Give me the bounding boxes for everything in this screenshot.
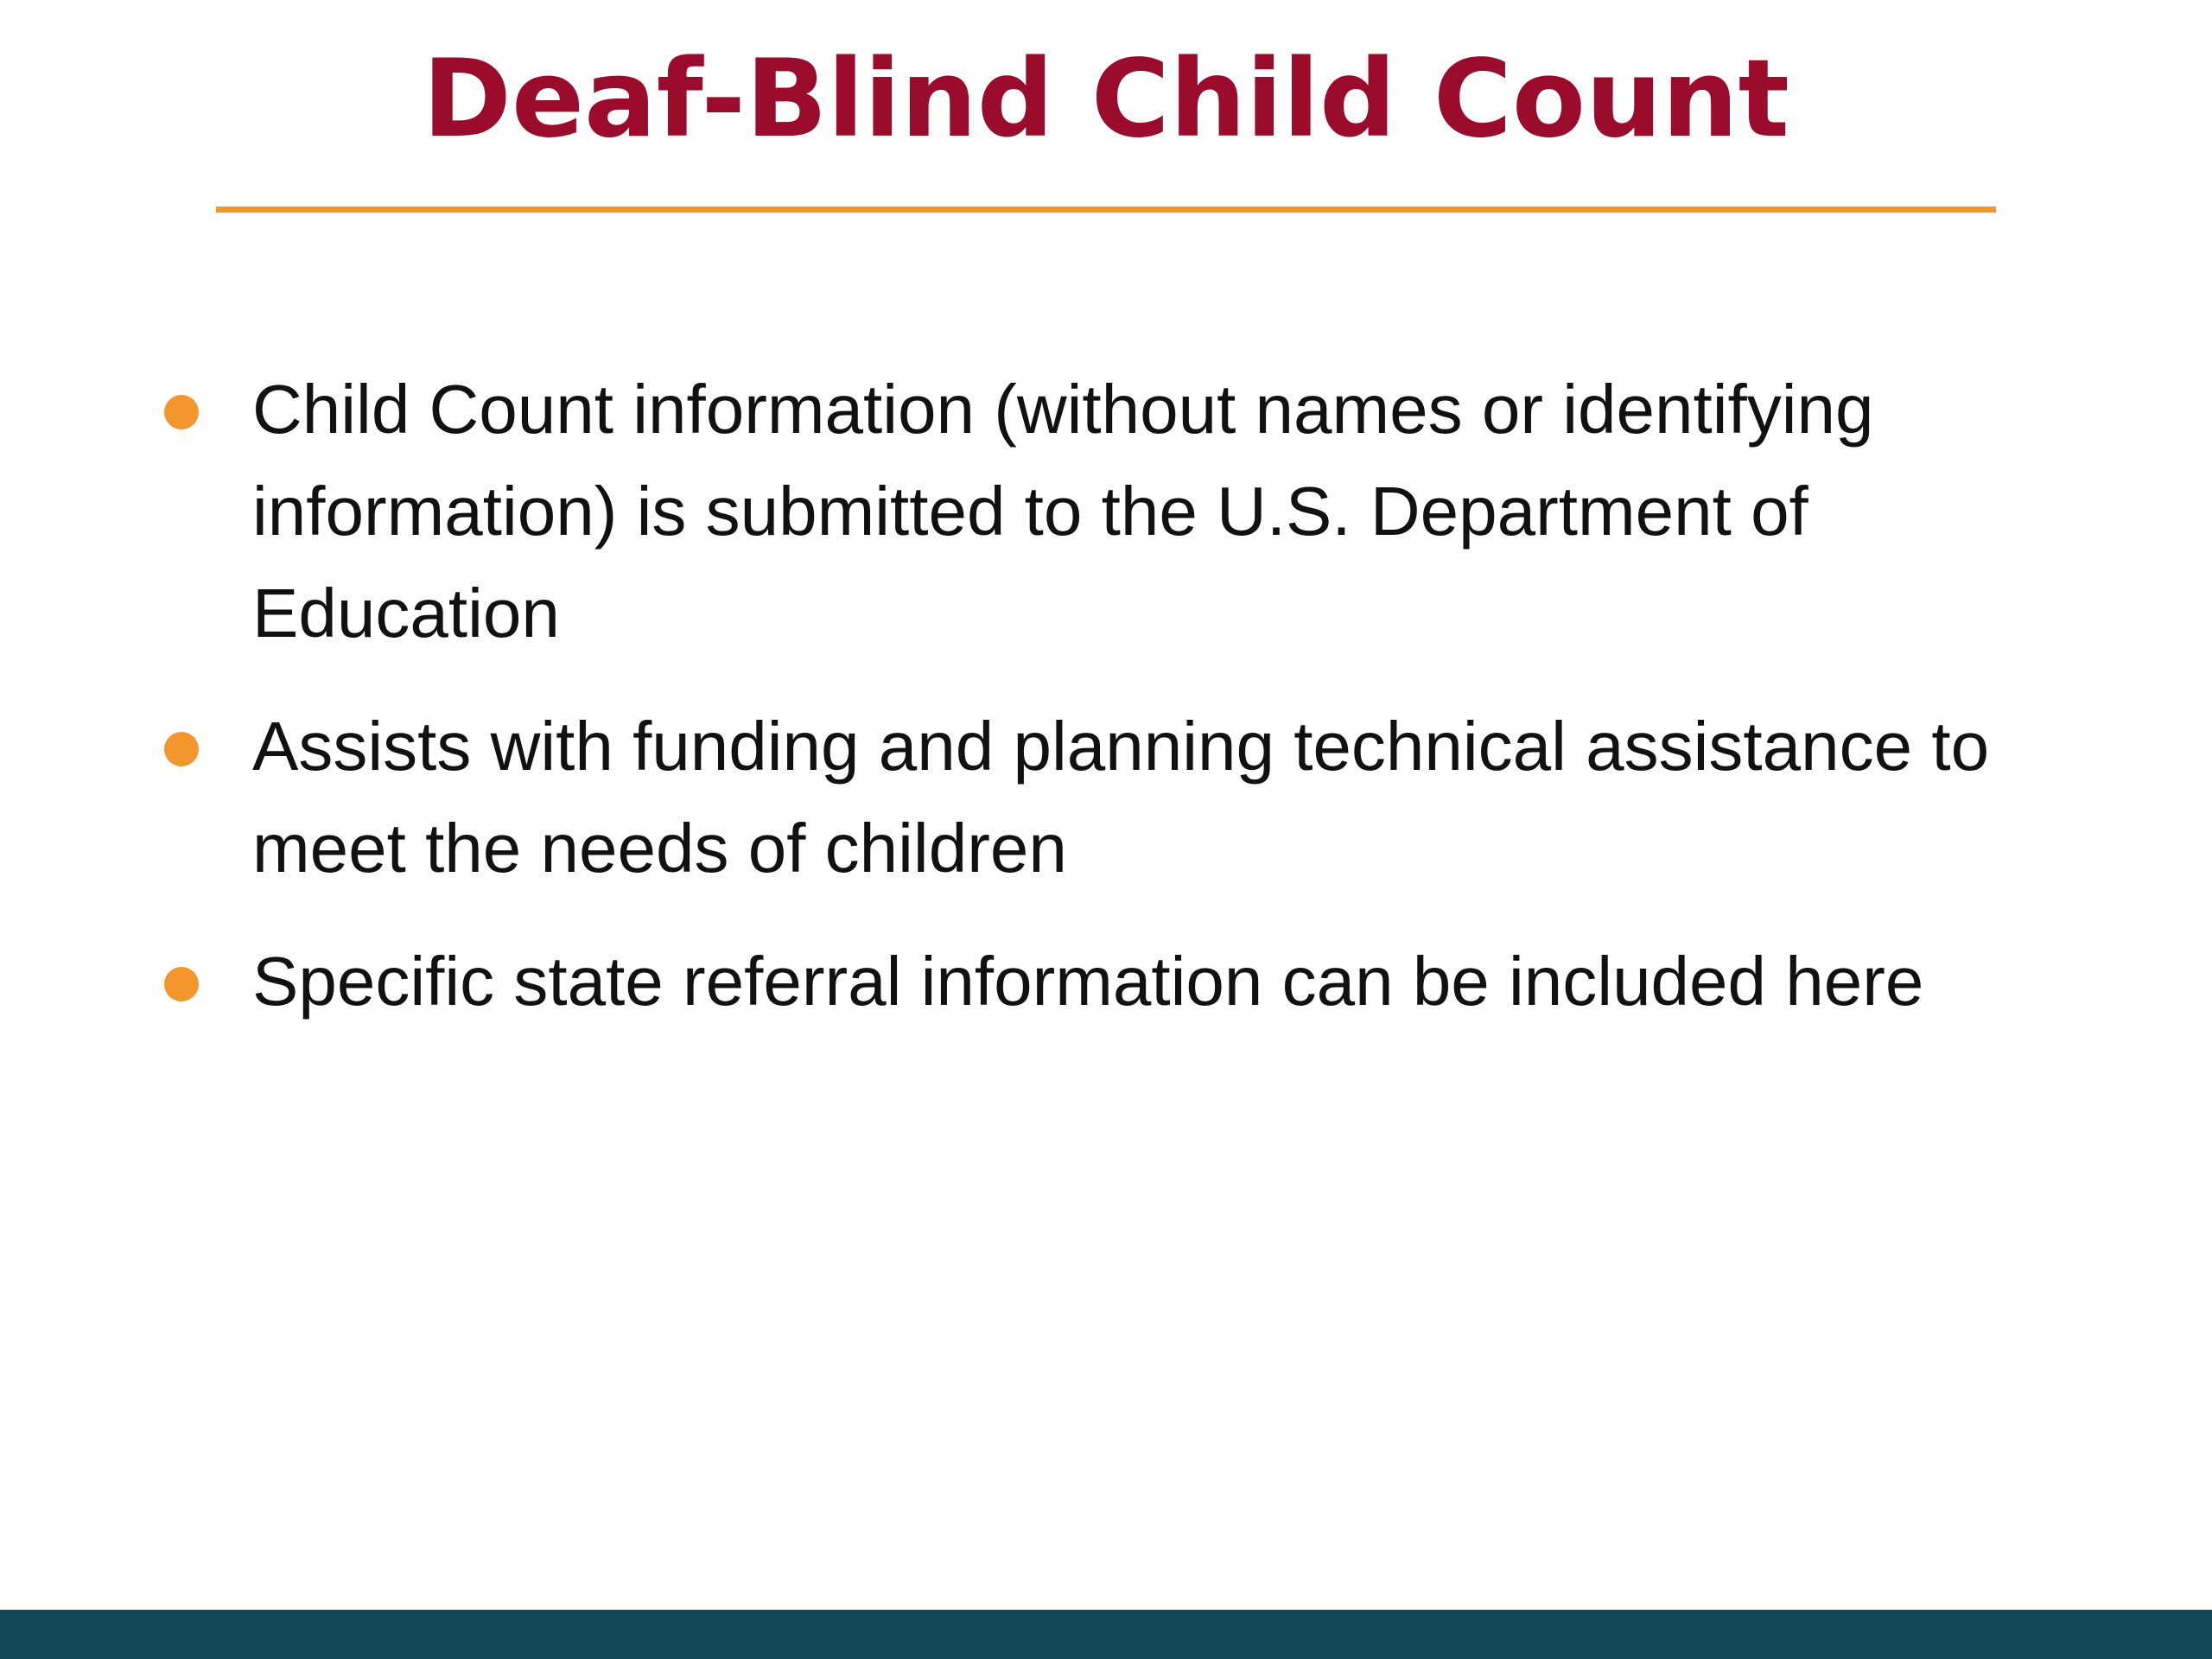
bullet-item xyxy=(164,696,2039,899)
bullet-dot-icon xyxy=(164,395,199,429)
bullet-dot-icon xyxy=(164,967,199,1001)
title-underline xyxy=(216,207,1996,213)
bullet-list xyxy=(164,359,2039,1064)
bullet-item xyxy=(164,359,2039,664)
bullet-text: Specific state referral information can be included here xyxy=(252,943,1924,1020)
bullet-dot-icon xyxy=(164,732,199,766)
footer-bar xyxy=(0,1610,2212,1659)
bullet-text: Child Count information (without names or identifying information) is submitted to the U.S. Department of Education xyxy=(252,371,1874,652)
bullet-item xyxy=(164,931,2039,1033)
bullet-text: Assists with funding and planning technical assistance to meet the needs of children xyxy=(252,708,1990,887)
slide-title: Deaf-Blind Child Count xyxy=(423,37,1789,162)
